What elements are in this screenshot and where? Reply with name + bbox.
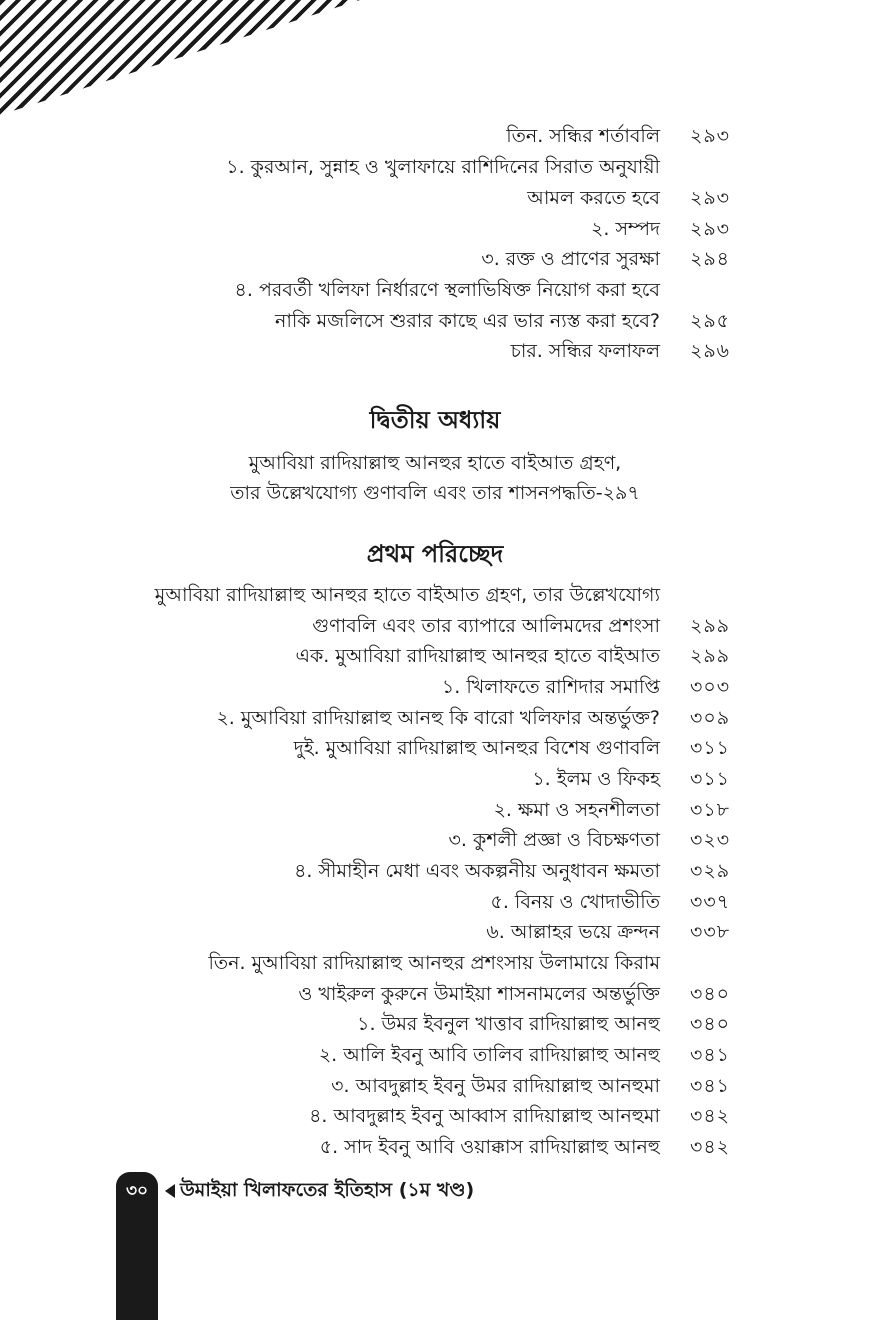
toc-entry [0,214,870,244]
toc-entry-page: ২৯৬ [690,340,731,362]
toc-entry-title: ৫. সাদ ইবনু আবি ওয়াক্কাস রাদিয়াল্লাহু আনহু [319,1136,660,1158]
chapter-subtitle-line2: তার উল্লেখযোগ্য গুণাবলি এবং তার শাসনপদ্ধতি-২৯৭ [230,482,640,504]
toc-entry-page: ৩২৩ [690,829,731,851]
toc-entry-title: চার. সন্ধির ফলাফল [510,340,660,362]
toc-entry [0,1071,870,1101]
toc-entry [0,275,870,305]
toc-entry-title: ১. কুরআন, সুন্নাহ ও খুলাফায়ে রাশিদিনের সিরাত অনুযায়ী [226,156,660,178]
toc-entry-page: ৩১৮ [690,799,731,821]
toc-entry [0,244,870,274]
toc-entry-page: ৩১১ [690,737,731,759]
toc-entry-title: ৫. বিনয় ও খোদাভীতি [490,891,660,913]
toc-entry-title: ২. মুআবিয়া রাদিয়াল্লাহু আনহু কি বারো খলিফার অন্তর্ভুক্ত? [216,707,660,729]
toc-entry-page: ৩২৯ [690,860,731,882]
toc-entry-page: ৩৪০ [690,1013,731,1035]
toc-entry-title: মুআবিয়া রাদিয়াল্লাহু আনহুর হাতে বাইআত গ্রহণ, তার উল্লেখযোগ্য [154,584,660,606]
toc-entry [0,580,870,610]
toc-entry-title: এক. মুআবিয়া রাদিয়াল্লাহু আনহুর হাতে বাইআত [295,645,660,667]
toc-entry-title: ৬. আল্লাহর ভয়ে ক্রন্দন [486,921,660,943]
section-heading: প্রথম পরিচ্ছেদ [366,540,504,568]
toc-entry [0,1040,870,1070]
toc-entry-title: ৩. আবদুল্লাহ ইবনু উমর রাদিয়াল্লাহু আনহুমা [331,1075,660,1097]
toc-entry-title: ২. আলি ইবনু আবি তালিব রাদিয়াল্লাহু আনহু [318,1044,660,1066]
toc-entry-page: ৩৪১ [690,1044,731,1066]
toc-entry-title: ১. খিলাফতে রাশিদার সমাপ্তি [441,676,660,698]
footer-book-title: উমাইয়া খিলাফতের ইতিহাস (১ম খণ্ড) [180,1179,475,1201]
toc-entry [0,641,870,671]
toc-entry [0,948,870,978]
toc-entry-page: ৩৪০ [690,983,731,1005]
toc-entry-page: ৩১১ [690,768,731,790]
toc-entry [0,306,870,336]
toc-entry-title: তিন. সন্ধির শর্তাবলি [506,125,660,147]
toc-entry-page: ৩৩৮ [690,921,731,943]
toc-entry [0,1132,870,1162]
toc-entry [0,1009,870,1039]
toc-entry-page: ২৯৩ [690,187,731,209]
toc-entry [0,733,870,763]
toc-entry-page: ৩৩৭ [690,891,731,913]
toc-entry-title: ৪. পরবর্তী খলিফা নির্ধারণে স্থলাভিষিক্ত নিয়োগ করা হবে [234,279,660,301]
toc-entry-page: ২৯৫ [690,310,731,332]
toc-entry [0,795,870,825]
toc-entry-title: ৪. আবদুল্লাহ ইবনু আব্বাস রাদিয়াল্লাহু আনহুমা [309,1105,660,1127]
toc-entry-page: ২৯৯ [690,615,731,637]
toc-entry-title: ১. উমর ইবনুল খাত্তাব রাদিয়াল্লাহু আনহু [357,1013,660,1035]
toc-entry [0,152,870,182]
toc-entry-title: ৩. রক্ত ও প্রাণের সুরক্ষা [481,248,660,270]
toc-entry-page: ৩০৯ [690,707,731,729]
toc-entry-title: ও খাইরুল কুরুনে উমাইয়া শাসনামলের অন্তর্ভুক্তি [298,983,660,1005]
toc-entry [0,1101,870,1131]
toc-entry [0,764,870,794]
toc-entry [0,672,870,702]
toc-entry-title: ১. ইলম ও ফিকহ [532,768,660,790]
toc-entry-page: ৩৪১ [690,1075,731,1097]
toc-entry-title: ৩. কুশলী প্রজ্ঞা ও বিচক্ষণতা [448,829,660,851]
toc-entry-page: ২৯৩ [690,218,731,240]
toc-entry-title: নাকি মজলিসে শুরার কাছে এর ভার ন্যস্ত করা হবে? [274,310,660,332]
toc-entry-page: ২৯৩ [690,125,731,147]
toc-entry-title: তিন. মুআবিয়া রাদিয়াল্লাহু আনহুর প্রশংসায় উলামায়ে কিরাম [208,952,660,974]
toc-entry [0,336,870,366]
toc-entry-page: ৩৪২ [690,1136,731,1158]
corner-stripes-decoration [0,0,360,115]
toc-entry [0,856,870,886]
toc-entry-page: ৩৪২ [690,1105,731,1127]
chapter-heading: দ্বিতীয় অধ্যায় [369,406,501,434]
toc-entry-title: গুণাবলি এবং তার ব্যাপারে আলিমদের প্রশংসা [312,615,660,637]
toc-entry [0,611,870,641]
toc-entry [0,917,870,947]
chapter-subtitle-line1: মুআবিয়া রাদিয়াল্লাহু আনহুর হাতে বাইআত গ্রহণ, [248,452,622,474]
toc-entry-title: ২. সম্পদ [591,218,660,240]
toc-entry [0,703,870,733]
toc-entry-title: দুই. মুআবিয়া রাদিয়াল্লাহু আনহুর বিশেষ গুণাবলি [293,737,660,759]
triangle-left-icon [165,1184,175,1198]
toc-entry-title: ৪. সীমাহীন মেধা এবং অকল্পনীয় অনুধাবন ক্ষমতা [294,860,660,882]
toc-entry-title: আমল করতে হবে [527,187,660,209]
toc-entry [0,979,870,1009]
toc-entry-title: ২. ক্ষমা ও সহনশীলতা [493,799,660,821]
toc-entry-page: ৩০৩ [690,676,731,698]
toc-entry [0,825,870,855]
toc-entry [0,887,870,917]
footer-page-number: ৩০ [125,1181,149,1201]
toc-entry-page: ২৯৪ [690,248,731,270]
toc-entry-page: ২৯৯ [690,645,731,667]
toc-entry [0,121,870,151]
toc-entry [0,183,870,213]
